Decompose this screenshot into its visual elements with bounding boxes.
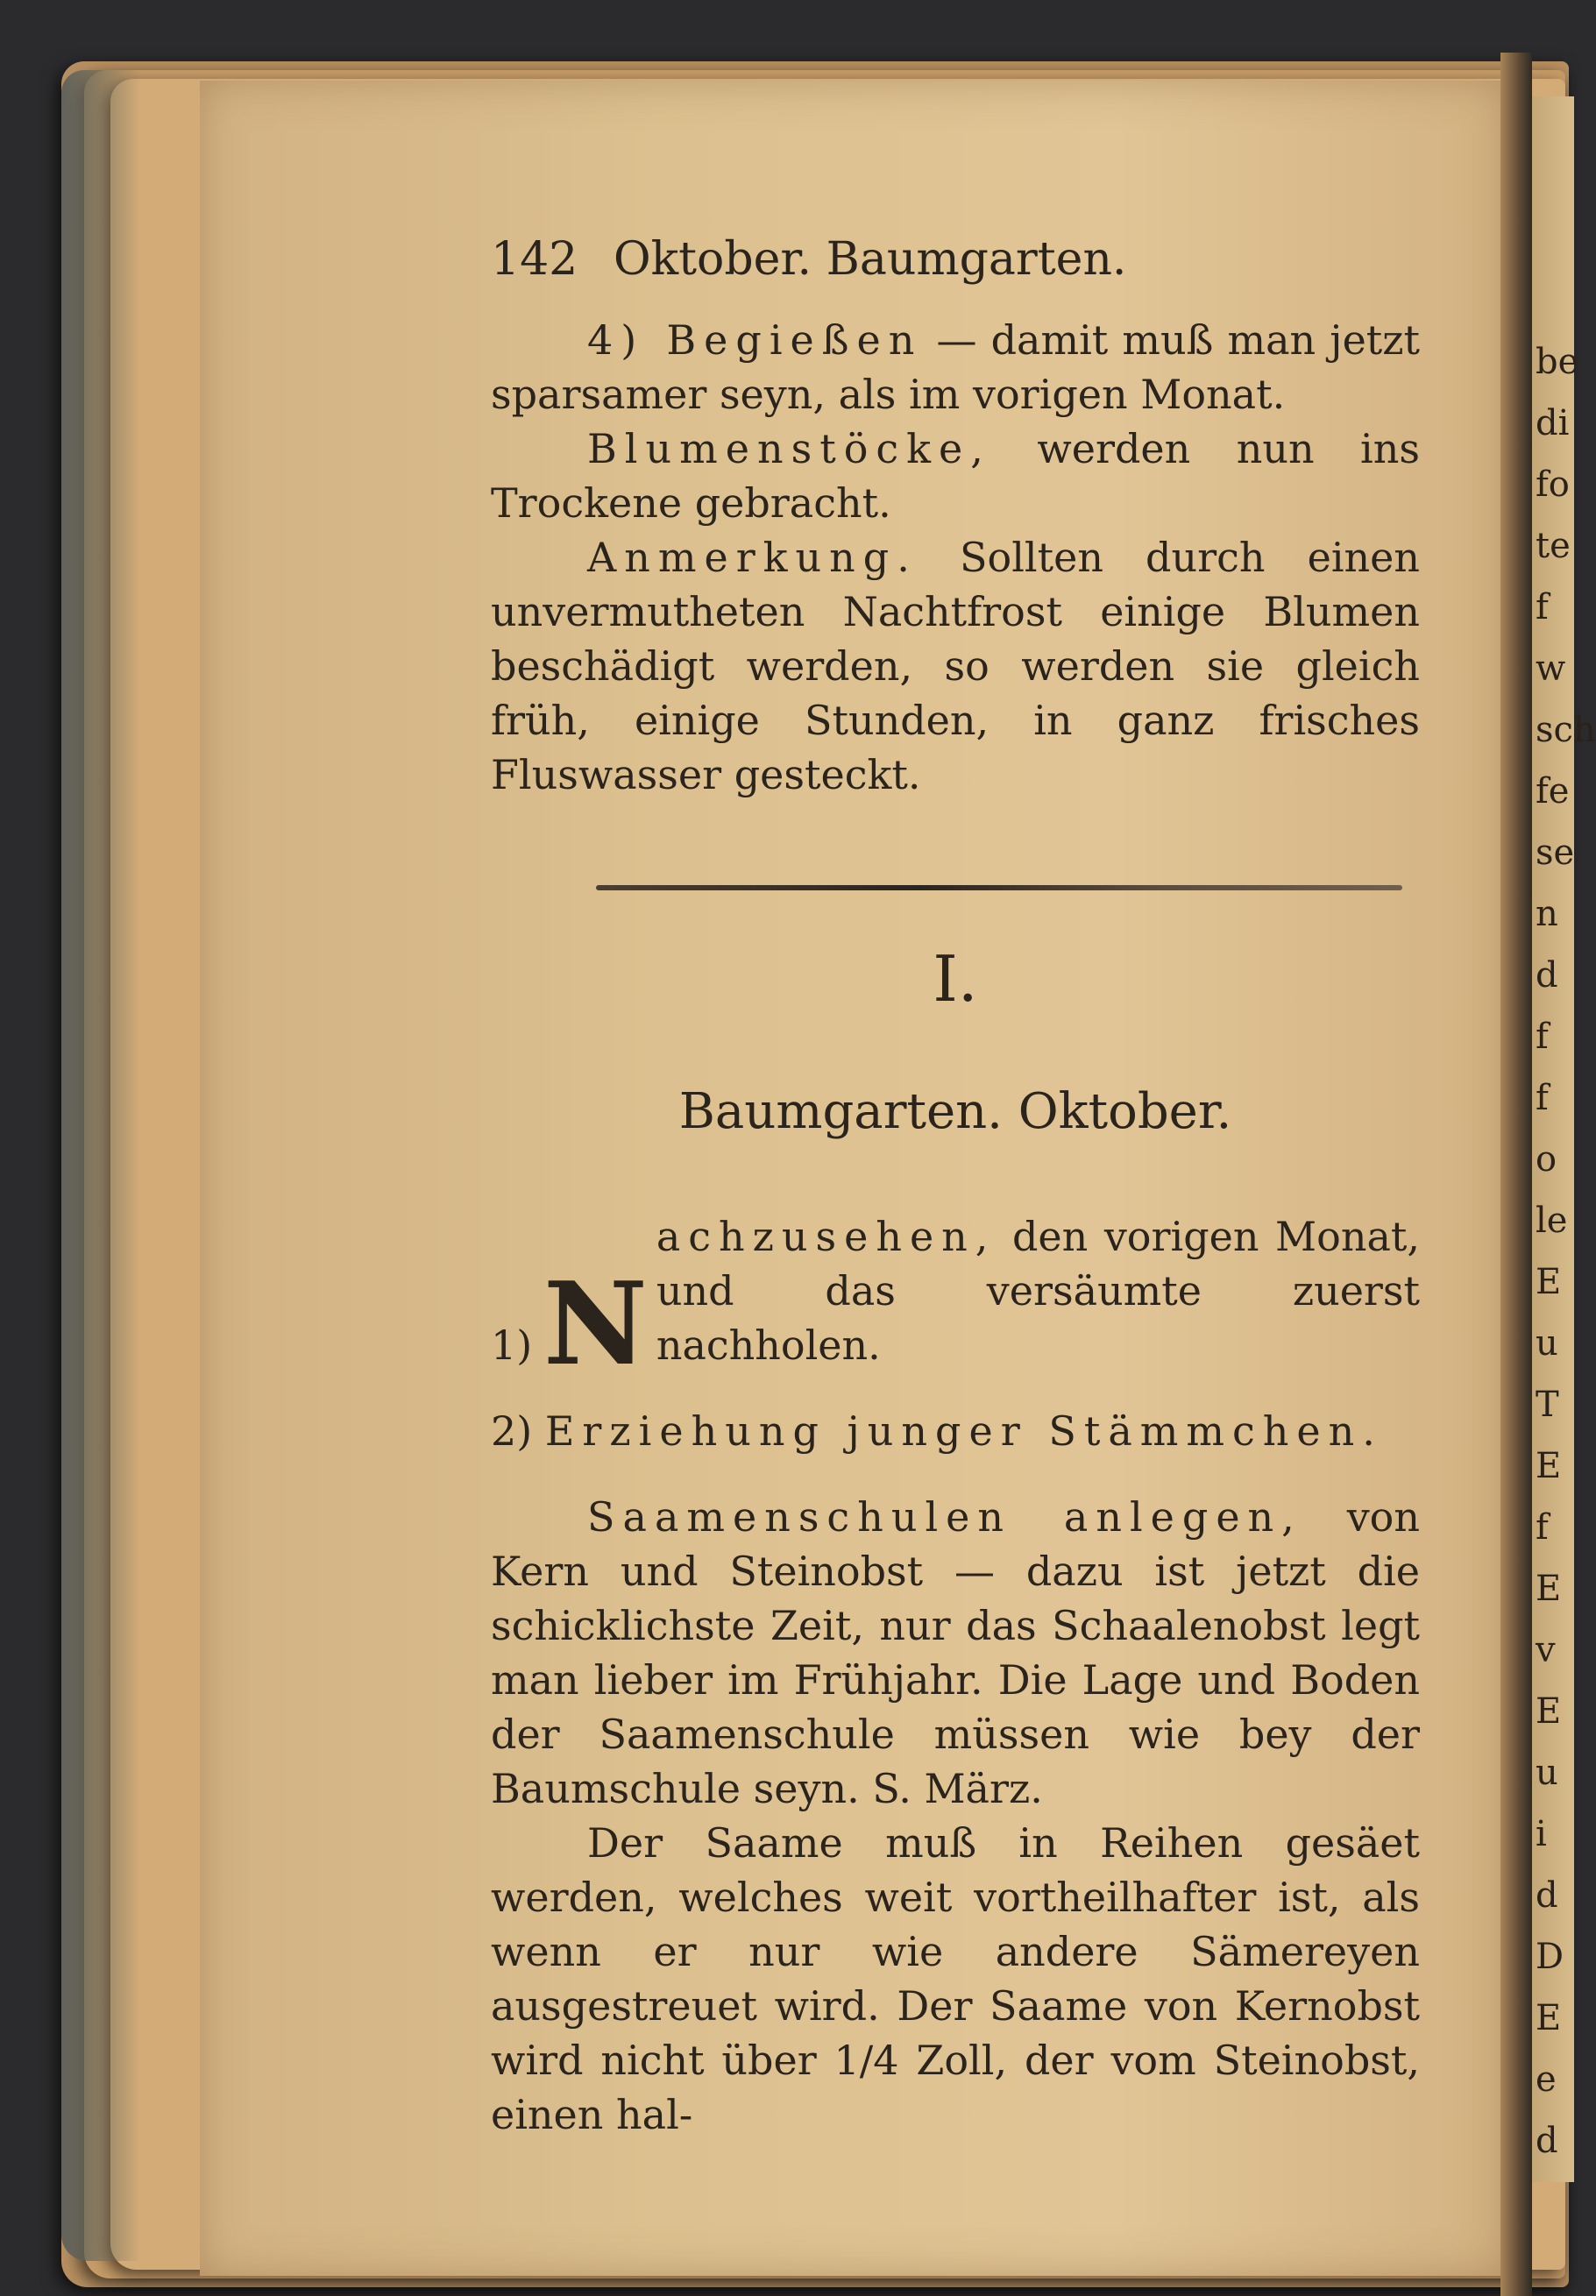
- facing-page-fragment: f: [1536, 1078, 1549, 1118]
- facing-page-fragment: f: [1536, 1017, 1549, 1057]
- facing-page-fragment: T: [1536, 1385, 1559, 1425]
- section-numeral: I.: [933, 942, 978, 1016]
- facing-page-fragment: E: [1536, 1262, 1562, 1302]
- paragraph-saamenschulen: [491, 1490, 1420, 1816]
- facing-page-fragment: n: [1536, 894, 1558, 934]
- facing-page-fragment: o: [1536, 1139, 1557, 1180]
- item-begiessen: [491, 313, 1420, 422]
- note-label: Anmerkung.: [587, 534, 918, 581]
- facing-page-fragment: d: [1536, 955, 1558, 996]
- page-number: 142: [491, 233, 578, 286]
- paragraph-text: Der Saame muß in Reihen gesäet werden, welches weit vortheilhafter ist, als wenn er nur wie andere Sämereyen ausgestreuet wird. Der Saame von Kernobst wird nicht über 1/4 Zoll, der vom Steinobst, einen hal-: [491, 1819, 1420, 2138]
- facing-page-fragment: e: [1536, 2059, 1557, 2100]
- item-blumenstoecke: [491, 422, 1420, 530]
- item-text: werden nun ins Trockene gebracht.: [491, 425, 1420, 527]
- item-label: 4) Begießen: [587, 316, 923, 364]
- running-title: Oktober. Baumgarten.: [614, 233, 1127, 286]
- item-label: Blumenstöcke,: [587, 425, 991, 472]
- item-text: den vorigen Monat, und das versäumte zuerst nachholen.: [656, 1213, 1420, 1369]
- facing-page-fragment: se: [1536, 833, 1575, 873]
- facing-page-fragment: d: [1536, 1875, 1558, 1916]
- item-number: 2): [491, 1407, 533, 1455]
- facing-page-fragment: be: [1536, 342, 1579, 382]
- facing-page-fragment: E: [1536, 1569, 1562, 1609]
- facing-page-fragment: fo: [1536, 464, 1570, 505]
- paragraph-text: von Kern und Steinobst — dazu ist jetzt die schicklichste Zeit, nur das Schaalenobst legt man lieber im Frühjahr. Die Lage und Boden der Saamenschule müssen wie bey der Baumschule seyn. S. März.: [491, 1493, 1420, 1812]
- section-divider: [596, 885, 1402, 890]
- item-nachzusehen: [491, 1209, 1420, 1391]
- facing-page-fragment: E: [1536, 1691, 1562, 1732]
- item-erziehung: [491, 1404, 1420, 1458]
- running-header: [491, 232, 1420, 287]
- facing-page-fragment: E: [1536, 1446, 1562, 1486]
- facing-page-fragment: te: [1536, 526, 1571, 566]
- book-gutter: [1500, 53, 1532, 2296]
- facing-page-fragment: E: [1536, 1998, 1562, 2038]
- facing-page-fragment: sch: [1536, 710, 1596, 750]
- item-body: [656, 1209, 1420, 1372]
- facing-page-fragment: i: [1536, 1814, 1547, 1854]
- item-label: achzusehen,: [656, 1213, 997, 1260]
- facing-page-fragment: di: [1536, 403, 1570, 443]
- facing-page-fragment: le: [1536, 1201, 1568, 1241]
- item-number: 1): [491, 1322, 533, 1369]
- facing-page-fragment: D: [1536, 1937, 1564, 1977]
- item-text: — damit muß man jetzt sparsamer seyn, als im vorigen Monat.: [491, 316, 1420, 418]
- item-label: Erziehung junger Stämmchen.: [544, 1407, 1383, 1455]
- drop-cap: N: [543, 1257, 648, 1391]
- facing-page-fragment: v: [1536, 1630, 1556, 1670]
- paragraph-label: Saamenschulen anlegen,: [587, 1493, 1302, 1541]
- page-content: [491, 232, 1420, 2142]
- section-title: Baumgarten. Oktober.: [678, 1083, 1232, 1140]
- facing-page-fragment: u: [1536, 1753, 1558, 1793]
- facing-page-fragment: fe: [1536, 771, 1570, 811]
- facing-page-fragment: u: [1536, 1323, 1558, 1364]
- note-text: Sollten durch einen unvermutheten Nachtfrost einige Blumen beschädigt werden, so werden sie gleich früh, einige Stunden, in ganz frisches Fluswasser gesteckt.: [491, 534, 1421, 798]
- facing-page-fragment: f: [1536, 1507, 1549, 1548]
- note-anmerkung: [491, 530, 1420, 802]
- facing-page-edge: [1532, 96, 1596, 2182]
- facing-page-fragment: f: [1536, 587, 1549, 627]
- paragraph-saame: [491, 1816, 1420, 2142]
- facing-page-fragment: w: [1536, 648, 1566, 689]
- facing-page-fragment: d: [1536, 2121, 1558, 2161]
- book-spine-shadow: [61, 70, 140, 2261]
